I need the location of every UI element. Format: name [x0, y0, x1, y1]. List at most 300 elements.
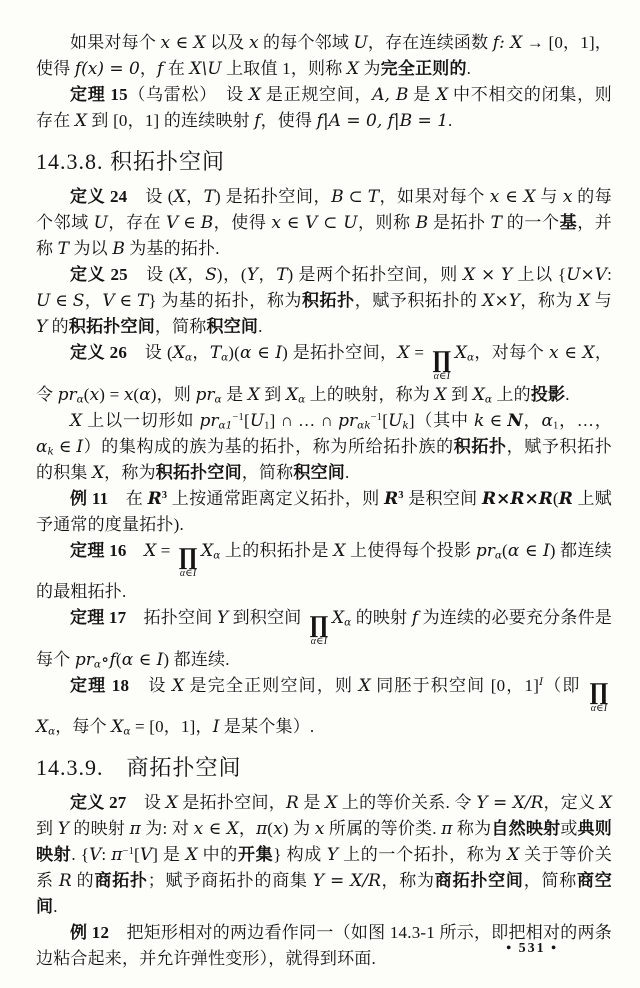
definition-25: [36, 262, 612, 340]
text-run: α1: [218, 419, 233, 432]
text-run: N: [507, 410, 523, 431]
text-run: 设 (: [127, 343, 173, 362]
text-run: 上取值 1，则称: [221, 59, 347, 78]
text-run: Y: [57, 819, 69, 839]
text-run: 典则映射: [36, 819, 612, 864]
text-run: 为以: [69, 239, 113, 258]
text-run: ，赋予积拓扑的积集: [36, 436, 612, 482]
text-run: X: [285, 384, 299, 405]
text-run: X\U: [189, 59, 222, 79]
text-run: π: [111, 845, 123, 865]
text-run: 的一个: [501, 213, 560, 232]
text-run: （乌雷松） 设: [127, 85, 249, 104]
text-run: B: [415, 213, 429, 233]
text-run: ，: [238, 819, 257, 838]
text-run: α: [494, 549, 503, 562]
text-run: α ∈ I: [121, 649, 164, 670]
text-run: T: [490, 213, 502, 233]
text-run: 定义 24: [70, 187, 128, 206]
text-run: 例 12: [70, 923, 110, 942]
text-run: 完全正则的: [380, 59, 467, 78]
text-run: 所属的等价类.: [324, 819, 442, 838]
text-run: (: [552, 488, 559, 508]
text-run: 把矩形相对的两边看作同一（如图 14.3-1 所示，即把相对的两条边粘合起来，并允许弹性变形），就得到环面.: [36, 923, 612, 968]
text-run: 上的映射，称为: [305, 384, 435, 404]
product-symbol: ∏ α∈I: [431, 346, 452, 382]
text-run: ∈: [50, 291, 73, 310]
text-run: X: [144, 540, 157, 561]
text-run: 的: [71, 871, 95, 890]
text-run: π: [256, 819, 268, 839]
text-run: 到 [0，1] 的连续映射: [86, 111, 255, 130]
text-run: 积拓扑: [453, 436, 507, 456]
text-run: α: [93, 658, 101, 671]
page-number: • 531 •: [506, 941, 558, 956]
text-run: 在: [108, 488, 148, 508]
text-run: } 为基的拓扑，称为: [148, 291, 302, 310]
text-run: 以及: [205, 33, 249, 52]
text-run: U×V: [566, 265, 608, 285]
text-run: 的映射: [68, 819, 130, 838]
text-run: 积空间: [206, 317, 259, 336]
product-symbol: ∏ α∈I: [178, 544, 199, 579]
text-run: pr: [195, 384, 215, 405]
text-run: 商拓扑空间: [434, 871, 524, 890]
text-run: 3: [398, 489, 404, 501]
text-run: X: [172, 343, 185, 363]
text-run: [127, 541, 144, 560]
text-run: x: [89, 384, 100, 405]
text-run: ，定义: [543, 793, 600, 812]
text-run: X: [248, 85, 261, 105]
text-run: U: [353, 33, 368, 53]
text-run: . {: [71, 845, 90, 864]
text-run: f: [109, 649, 116, 670]
text-run: 的每个邻域: [258, 33, 354, 52]
text-run: ，赋予积拓扑的: [354, 291, 483, 310]
text-run: x: [273, 819, 283, 839]
text-run: T: [209, 343, 222, 363]
text-run: x: [123, 384, 134, 405]
text-run: R: [58, 871, 72, 891]
text-run: x ∈ X: [160, 33, 206, 53]
text-run: 到: [446, 384, 473, 404]
text-run: X: [172, 675, 185, 696]
text-run: X: [165, 793, 178, 813]
text-run: T: [367, 187, 380, 207]
text-run: ) 为: [282, 819, 315, 838]
text-run: 投影: [530, 384, 566, 404]
text-run: ，: [257, 265, 277, 284]
text-run: 3: [161, 489, 168, 501]
text-run: B: [112, 239, 125, 259]
text-run: α: [36, 436, 48, 457]
text-run: ∈: [114, 291, 137, 310]
text-run: [: [134, 845, 140, 864]
text-run: 1: [264, 420, 270, 432]
text-run: U: [36, 291, 51, 311]
definition-27: [36, 790, 612, 920]
text-run: 上使得每个投影: [345, 540, 476, 560]
text-run: 是某个集）.: [219, 717, 315, 736]
text-run: x ∈ X: [548, 343, 595, 363]
text-run: 上以一切形如: [82, 410, 200, 430]
text-run: 上的一个拓扑，称为: [338, 845, 508, 864]
text-run: 积拓扑空间: [155, 462, 242, 482]
text-run: R×R×R: [482, 488, 553, 509]
text-run: X: [599, 793, 612, 813]
text-run: 上的: [491, 384, 531, 404]
text-run: 是完全正则空间，则: [184, 675, 359, 695]
text-run: Y = X/R: [476, 793, 544, 813]
text-run: S: [72, 291, 85, 311]
text-run: I: [212, 717, 220, 737]
text-run: 上赋予通常的度量拓扑).: [36, 488, 613, 534]
text-run: α: [139, 384, 151, 405]
text-run: X × Y: [462, 265, 513, 285]
text-run: T: [276, 265, 288, 285]
text-run: x ∈ V ⊂ U: [271, 213, 358, 233]
text-run: Y: [246, 265, 258, 285]
text-run: 定义 26: [70, 343, 128, 362]
text-run: R: [558, 488, 573, 509]
text-run: =: [409, 343, 429, 362]
theorem-18: [36, 673, 612, 741]
text-run: pr: [199, 410, 219, 431]
text-run: f|A = 0, f|B = 1: [316, 111, 449, 131]
text-run: α: [213, 549, 221, 562]
text-run: X: [74, 111, 87, 131]
text-run: ）的集构成的族为基的拓扑，称为所给拓扑族的: [83, 436, 454, 456]
text-run: .: [448, 111, 453, 130]
text-run: 中不相交的闭集，则存在: [36, 85, 613, 130]
text-run: （即: [543, 675, 587, 695]
text-run: 定义 25: [70, 265, 128, 284]
text-run: x: [562, 187, 573, 207]
text-run: A, B: [372, 85, 409, 105]
text-run: ] ∩ … ∩: [269, 410, 339, 430]
text-run: pr: [57, 384, 77, 405]
text-run: ，: [84, 291, 103, 310]
text-run: 上以 {: [512, 265, 567, 284]
text-run: −1: [232, 411, 244, 423]
text-run: ) 是拓扑空间，: [282, 343, 398, 362]
text-run: 基: [559, 213, 578, 232]
text-run: Y: [326, 845, 339, 865]
text-run: (: [502, 540, 508, 560]
text-run: 或: [560, 819, 578, 838]
text-run: .: [466, 59, 472, 78]
text-run: 积拓扑空间: [68, 317, 155, 336]
text-run: 是: [221, 384, 248, 404]
theorem-15: [36, 82, 612, 134]
text-run: f: [157, 59, 164, 79]
text-run: 定理 17: [70, 608, 127, 627]
definition-26: [36, 340, 612, 408]
text-run: X: [201, 540, 214, 561]
theorem-17: [36, 605, 612, 673]
text-run: 到: [36, 819, 58, 838]
text-run: Y: [216, 608, 229, 628]
text-run: 商拓扑: [94, 871, 148, 890]
text-run: ，称为: [380, 871, 435, 890]
product-symbol: ∏ α∈I: [309, 611, 329, 647]
text-run: f(x) = 0: [74, 59, 140, 79]
text-run: X×Y: [482, 291, 520, 311]
text-run: f: X: [492, 33, 523, 53]
text-run: 定理 16: [70, 540, 127, 560]
text-run: 同胚于积空间 [0，1]: [370, 675, 540, 695]
text-run: = [0，1]，: [130, 717, 213, 736]
text-run: :: [607, 265, 612, 284]
text-run: 中的: [197, 845, 238, 864]
text-run: 是: [298, 793, 326, 812]
text-run: ，存在: [107, 213, 167, 232]
text-run: .: [345, 462, 350, 482]
text-run: U: [249, 410, 265, 431]
text-run: ) 都连续的最粗拓扑.: [36, 540, 613, 601]
text-run: ，: [186, 265, 206, 284]
text-run: pr: [475, 540, 495, 561]
text-run: 在: [163, 59, 190, 78]
text-run: 设 (: [127, 265, 175, 284]
text-run: R: [147, 488, 162, 509]
text-run: ，使得: [260, 111, 317, 130]
section-heading-14-3-8: 14.3.8. 积拓扑空间: [36, 149, 226, 174]
text-run: ) 是两个拓扑空间，则: [287, 265, 463, 284]
text-run: 是正规空间，: [260, 85, 373, 104]
text-run: ]（其中: [408, 410, 475, 430]
text-run: X: [111, 717, 124, 737]
text-run: α ∈ I: [507, 540, 550, 561]
text-run: α: [221, 351, 229, 364]
text-run: X: [331, 608, 345, 628]
text-run: 设: [129, 675, 173, 695]
definition-24: [36, 184, 612, 262]
text-run: T: [57, 239, 69, 259]
text-run: ，: [185, 187, 204, 206]
text-run: k: [474, 410, 485, 431]
text-run: X: [70, 410, 83, 431]
text-run: X: [36, 717, 49, 737]
text-run: T: [137, 291, 149, 311]
text-run: R: [286, 793, 299, 813]
theorem-16: [36, 538, 612, 606]
text-run: 上的等价关系. 令: [337, 793, 477, 812]
text-run: X: [174, 265, 187, 285]
text-run: 为连续的必要充分条件是每个: [36, 608, 613, 669]
text-run: 是拓扑空间，: [177, 793, 287, 812]
text-run: 是拓扑: [428, 213, 491, 232]
text-run: 定理 18: [70, 675, 130, 695]
text-run: )，则: [150, 384, 196, 404]
text-run: X: [325, 793, 338, 813]
text-run: ∈: [53, 436, 77, 456]
text-run: ，…，: [558, 410, 612, 430]
text-run: α: [344, 616, 352, 629]
text-run: 是积空间: [403, 488, 483, 508]
text-run: αk: [357, 419, 371, 432]
text-run: 为: 对: [140, 819, 194, 838]
text-run: ，令: [36, 343, 613, 404]
text-run: 积空间: [293, 462, 345, 482]
text-run: =: [156, 540, 176, 560]
text-run: U: [388, 410, 403, 431]
text-run: V: [166, 213, 179, 233]
text-run: α: [48, 725, 56, 738]
intro-paragraph-completely-regular: [36, 30, 612, 82]
text-run: ) =: [99, 384, 124, 404]
text-run: X: [247, 384, 260, 405]
text-run: ；赋予商拓扑的商集: [147, 871, 313, 890]
text-run: f: [411, 608, 419, 628]
text-run: X: [435, 85, 449, 105]
text-run: 为基的拓扑.: [124, 239, 220, 258]
text-run: X: [358, 675, 371, 696]
text-run: (: [267, 819, 274, 838]
text-run: X: [454, 343, 467, 363]
text-run: 开集: [237, 845, 274, 864]
text-run: X: [185, 845, 198, 865]
text-run: 为: [359, 59, 381, 78]
text-run: ∘: [101, 649, 110, 669]
text-run: Y: [36, 317, 48, 337]
text-run: 是: [408, 85, 436, 104]
text-run: 上按通常距离定义拓扑，则: [167, 488, 385, 508]
text-run: x: [314, 819, 325, 839]
text-run: α: [214, 393, 222, 406]
text-run: α ∈ I: [240, 343, 283, 363]
text-run: [: [382, 410, 389, 430]
text-run: ，存在连续函数: [367, 33, 493, 52]
text-run: 1: [552, 420, 559, 432]
text-run: ) 是拓扑空间，: [215, 187, 332, 206]
text-run: )，(: [216, 265, 247, 284]
text-run: (: [133, 384, 140, 404]
product-symbol: ∏ α∈I: [589, 679, 609, 714]
text-run: ，简称: [241, 462, 294, 482]
text-run: k: [47, 445, 54, 458]
text-run: x ∈ X: [193, 819, 239, 839]
text-run: V: [139, 845, 153, 865]
text-run: T: [203, 187, 215, 207]
text-run: −1: [370, 411, 383, 423]
text-run: 到: [259, 384, 286, 404]
text-run: ，简称: [154, 317, 207, 336]
text-run: ，: [522, 410, 542, 430]
text-run: X: [333, 540, 346, 561]
text-run: .: [258, 317, 263, 336]
text-run: X: [173, 187, 186, 207]
text-run: k: [402, 419, 409, 432]
paragraph-product-topology-basis: [36, 408, 612, 486]
text-run: X: [397, 343, 410, 363]
text-run: ，如果对每个: [379, 187, 490, 206]
text-run: ，: [139, 59, 158, 78]
text-run: ] 是: [152, 845, 186, 864]
text-run: ，对每个: [474, 343, 549, 362]
text-run: R: [384, 488, 399, 509]
text-run: 与: [535, 187, 563, 206]
text-run: [: [243, 410, 250, 430]
text-run: I: [539, 675, 544, 688]
text-run: ，则称: [357, 213, 416, 232]
text-run: 与: [589, 291, 612, 310]
text-run: B: [200, 213, 214, 233]
text-run: α: [541, 410, 553, 431]
text-run: α: [76, 393, 84, 406]
text-run: X: [346, 59, 360, 79]
text-run: U: [93, 213, 108, 233]
section-heading-14-3-9: 14.3.9. 商拓扑空间: [36, 755, 242, 780]
text-run: ) 都连续.: [163, 649, 230, 669]
text-run: x: [248, 33, 259, 53]
text-run: (: [83, 384, 90, 404]
text-run: X: [92, 462, 105, 483]
text-run: (: [115, 649, 122, 669]
text-run: V: [89, 845, 102, 865]
text-run: x ∈ X: [489, 187, 536, 207]
text-run: ，使得: [213, 213, 272, 232]
text-run: α: [466, 351, 475, 364]
text-run: :: [101, 845, 112, 864]
text-run: ∈: [484, 410, 508, 430]
text-run: ，简称: [523, 871, 578, 890]
text-run: X: [577, 291, 590, 311]
text-run: 关于等价关系: [36, 845, 613, 890]
text-run: ，并称: [36, 213, 613, 258]
text-run: V: [102, 291, 115, 311]
text-run: I: [76, 436, 84, 457]
text-run: 积拓扑: [302, 291, 355, 310]
text-run: X: [507, 845, 520, 865]
text-run: 定义 27: [70, 793, 127, 812]
text-run: 定理 15: [70, 85, 128, 104]
text-run: ∈: [178, 213, 201, 232]
text-run: 设 (: [127, 187, 174, 206]
text-run: 的每个邻域: [36, 187, 613, 232]
text-run: )(: [228, 343, 241, 362]
text-run: X: [472, 384, 485, 405]
text-run: 自然映射: [491, 819, 561, 838]
example-11: [36, 486, 612, 538]
text-run: ，称为: [104, 462, 156, 482]
text-run: ，: [192, 343, 210, 362]
text-run: 到积空间: [228, 608, 307, 627]
text-run: 拓扑空间: [126, 608, 217, 627]
text-run: 例 11: [70, 488, 109, 508]
text-run: α: [298, 393, 306, 406]
text-run: B: [331, 187, 344, 207]
text-run: ，每个: [55, 717, 112, 736]
text-run: .: [565, 384, 570, 404]
text-run: α: [484, 393, 492, 406]
text-run: 称为: [452, 819, 492, 838]
text-run: → [0，1]，使得: [36, 33, 613, 78]
text-run: pr: [74, 649, 94, 670]
text-run: 如果对每个: [70, 33, 161, 52]
text-run: X: [434, 384, 447, 405]
text-run: 的映射: [351, 608, 412, 627]
text-run: .: [53, 897, 58, 916]
text-run: −1: [122, 846, 135, 858]
text-run: 商空间: [36, 871, 613, 916]
text-run: α: [184, 351, 193, 364]
text-run: 的: [47, 317, 69, 336]
text-run: π: [129, 819, 141, 839]
text-run: π: [441, 819, 453, 839]
text-run: ，称为: [520, 291, 578, 310]
